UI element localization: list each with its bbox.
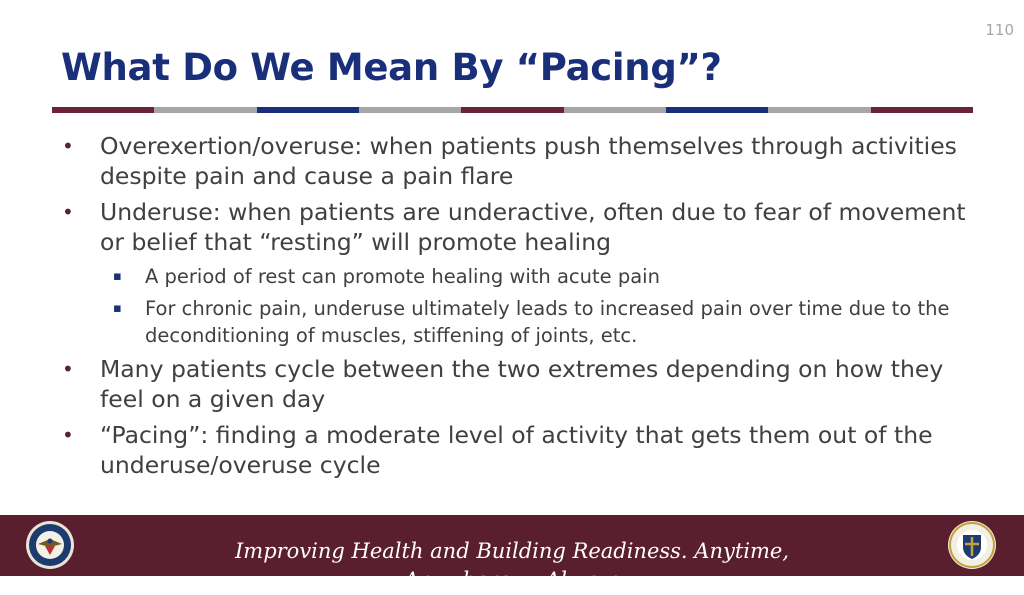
square-bullet-icon: ▪ [113,269,122,284]
bullet-list [62,131,972,486]
sub-bullet-item [62,263,972,290]
divider-segment [461,107,563,113]
divider-segment [768,107,870,113]
divider-segment [359,107,461,113]
divider-segment [871,107,973,113]
bullet-item [62,354,972,414]
sub-bullet-text: A period of rest can promote healing with acute pain [145,265,660,288]
slide-number: 110 [985,21,1014,39]
footer-tagline: Improving Health and Building Readiness. Anytime, Anywhere — Always [234,539,790,592]
bullet-text: “Pacing”: finding a moderate level of activity that gets them out of the underuse/overuse cycle [100,421,933,479]
page-title: What Do We Mean By “Pacing”? [61,46,722,89]
footer-bar [0,515,1024,592]
divider-segment [154,107,256,113]
sub-bullet-item [62,295,972,349]
bullet-icon: • [62,134,74,158]
divider-segment [564,107,666,113]
defense-health-agency-seal-icon [947,520,997,570]
department-of-defense-seal-icon [25,520,75,570]
divider-segment [666,107,768,113]
bullet-item [62,197,972,257]
divider-segment [257,107,359,113]
divider-segment [52,107,154,113]
bullet-text: Overexertion/overuse: when patients push themselves through activities despite pain and cause a pain flare [100,132,957,190]
bullet-text: Underuse: when patients are underactive, often due to fear of movement or belief that “resting” will promote healing [100,198,966,256]
bullet-text: Many patients cycle between the two extremes depending on how they feel on a given day [100,355,944,413]
square-bullet-icon: ▪ [113,301,122,316]
bullet-item [62,131,972,191]
bullet-icon: • [62,357,74,381]
bullet-item [62,420,972,480]
bullet-icon: • [62,423,74,447]
title-divider [52,107,973,113]
sub-bullet-text: For chronic pain, underuse ultimately leads to increased pain over time due to the deconditioning of muscles, stiffening of joints, etc. [145,297,950,347]
bullet-icon: • [62,200,74,224]
